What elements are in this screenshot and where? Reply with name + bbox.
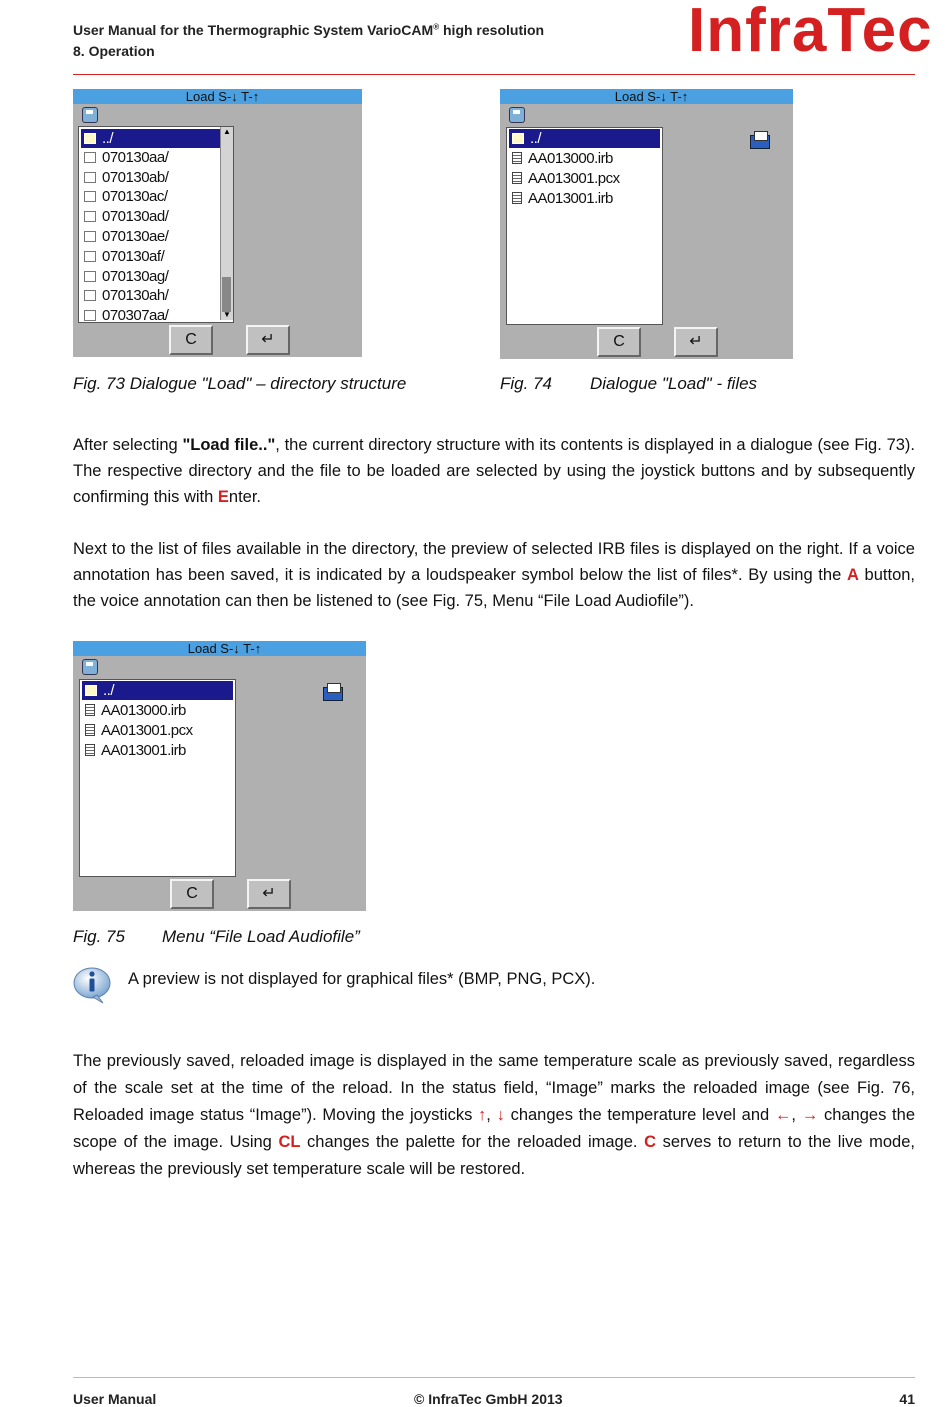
folder-icon bbox=[84, 191, 96, 202]
list-item[interactable]: 070130af/ bbox=[81, 247, 231, 266]
header-title: User Manual for the Thermographic System VarioCAM® high resolution bbox=[73, 22, 545, 38]
list-item[interactable]: 070130aa/ bbox=[81, 148, 231, 167]
page-number: 41 bbox=[899, 1391, 915, 1407]
fig75-audiofile-dialog bbox=[73, 641, 366, 911]
folder-icon bbox=[84, 231, 96, 242]
scroll-up-arrow-icon[interactable]: ▲ bbox=[223, 127, 231, 136]
fig73-load-dialog bbox=[73, 89, 362, 357]
footer-divider bbox=[73, 1377, 915, 1378]
dialog-title-bar: Load S-↓ T-↑ bbox=[73, 641, 366, 656]
list-item[interactable]: AA013001.pcx bbox=[509, 169, 660, 188]
cancel-button[interactable]: C bbox=[169, 325, 213, 355]
infratec-logo: InfraTec bbox=[688, 0, 933, 65]
note-text: A preview is not displayed for graphical files* (BMP, PNG, PCX). bbox=[128, 970, 596, 988]
paragraph-reloaded-image: The previously saved, reloaded image is displayed in the same temperature scale as previously saved, regardless of the scale set at the time of the reload. In the status field, “Image” marks the reloaded image (see Fig. 76, Reloaded image status “Image”). Moving the joysticks ↑, ↓ changes the temperature level and ←, → changes the scope of the image. Using CL changes the palette for the reloaded image. C serves to return to the live mode, whereas the previously set temperature scale will be restored. bbox=[73, 1052, 915, 1178]
cancel-button[interactable]: C bbox=[170, 879, 214, 909]
folder-icon bbox=[84, 290, 96, 301]
folder-icon bbox=[84, 251, 96, 262]
list-scrollbar[interactable] bbox=[220, 127, 233, 320]
list-item[interactable]: AA013000.irb bbox=[82, 701, 233, 720]
list-item[interactable]: AA013001.pcx bbox=[82, 721, 233, 740]
arrow-down-icon: ↓ bbox=[496, 1106, 505, 1124]
list-item[interactable]: ../ bbox=[81, 129, 231, 148]
footer-copyright: © InfraTec GmbH 2013 bbox=[414, 1391, 563, 1407]
fig75-caption-text: Menu “File Load Audiofile” bbox=[162, 927, 360, 946]
list-item[interactable]: ../ bbox=[82, 681, 233, 700]
enter-button[interactable]: ↵ bbox=[246, 325, 290, 355]
header-divider bbox=[73, 74, 915, 75]
drive-icon[interactable] bbox=[82, 659, 98, 675]
arrow-right-icon: → bbox=[801, 1106, 819, 1124]
folder-icon bbox=[84, 172, 96, 183]
fig75-caption-number: Fig. 75 bbox=[73, 927, 125, 946]
list-item[interactable]: 070130ab/ bbox=[81, 168, 231, 187]
scroll-down-arrow-icon[interactable]: ▼ bbox=[223, 310, 231, 319]
paragraph-load-file: After selecting "Load file..", the current directory structure with its contents is displayed in a dialogue (see Fig. 73). The respective directory and the file to be loaded are selected by using the joystick buttons and by subsequently confirming this with Enter. bbox=[73, 436, 915, 506]
file-icon bbox=[85, 744, 95, 756]
open-folder-icon[interactable] bbox=[323, 683, 343, 699]
file-icon bbox=[512, 192, 522, 204]
list-item[interactable]: ../ bbox=[509, 129, 660, 148]
file-icon bbox=[85, 704, 95, 716]
file-list[interactable] bbox=[506, 127, 663, 325]
file-icon bbox=[512, 152, 522, 164]
folder-icon bbox=[84, 152, 96, 163]
folder-icon bbox=[84, 133, 96, 144]
enter-button[interactable]: ↵ bbox=[674, 327, 718, 357]
drive-icon[interactable] bbox=[82, 107, 98, 123]
paragraph-preview: Next to the list of files available in the directory, the preview of selected IRB files is displayed on the right. If a voice annotation has been saved, it is indicated by a loudspeaker symbol below the list of files*. By using the A button, the voice annotation can then be listened to (see Fig. 75, Menu “File Load Audiofile”). bbox=[73, 540, 916, 610]
info-icon bbox=[73, 966, 111, 1004]
folder-icon bbox=[84, 310, 96, 321]
dialog-title-bar: Load S-↓ T-↑ bbox=[73, 89, 362, 104]
footer-left: User Manual bbox=[73, 1391, 157, 1407]
file-icon bbox=[512, 172, 522, 184]
list-item[interactable]: 070130ah/ bbox=[81, 286, 231, 305]
file-icon bbox=[85, 724, 95, 736]
list-item[interactable]: 070130ag/ bbox=[81, 267, 231, 286]
directory-list[interactable] bbox=[78, 126, 234, 323]
folder-icon bbox=[512, 133, 524, 144]
enter-button[interactable]: ↵ bbox=[247, 879, 291, 909]
arrow-up-icon: ↑ bbox=[478, 1106, 487, 1124]
cancel-button[interactable]: C bbox=[597, 327, 641, 357]
drive-icon[interactable] bbox=[509, 107, 525, 123]
list-item[interactable]: 070307aa/ bbox=[81, 306, 231, 323]
fig74-caption-number: Fig. 74 bbox=[500, 374, 552, 393]
folder-icon bbox=[84, 211, 96, 222]
folder-icon bbox=[85, 685, 97, 696]
list-item[interactable]: 070130ae/ bbox=[81, 227, 231, 246]
scroll-thumb[interactable] bbox=[222, 277, 231, 312]
folder-icon bbox=[84, 271, 96, 282]
fig73-caption: Fig. 73 Dialogue "Load" – directory structure bbox=[73, 374, 407, 393]
open-folder-icon[interactable] bbox=[750, 131, 770, 147]
list-item[interactable]: 070130ac/ bbox=[81, 187, 231, 206]
list-item[interactable]: 070130ad/ bbox=[81, 207, 231, 226]
list-item[interactable]: AA013001.irb bbox=[509, 189, 660, 208]
file-list[interactable] bbox=[79, 679, 236, 877]
fig74-caption-text: Dialogue "Load" - files bbox=[590, 374, 758, 393]
dialog-title-bar: Load S-↓ T-↑ bbox=[500, 89, 793, 104]
list-item[interactable]: AA013001.irb bbox=[82, 741, 233, 760]
fig74-load-dialog bbox=[500, 89, 793, 359]
arrow-left-icon: ← bbox=[774, 1106, 792, 1124]
list-item[interactable]: AA013000.irb bbox=[509, 149, 660, 168]
header-section: 8. Operation bbox=[73, 43, 155, 59]
